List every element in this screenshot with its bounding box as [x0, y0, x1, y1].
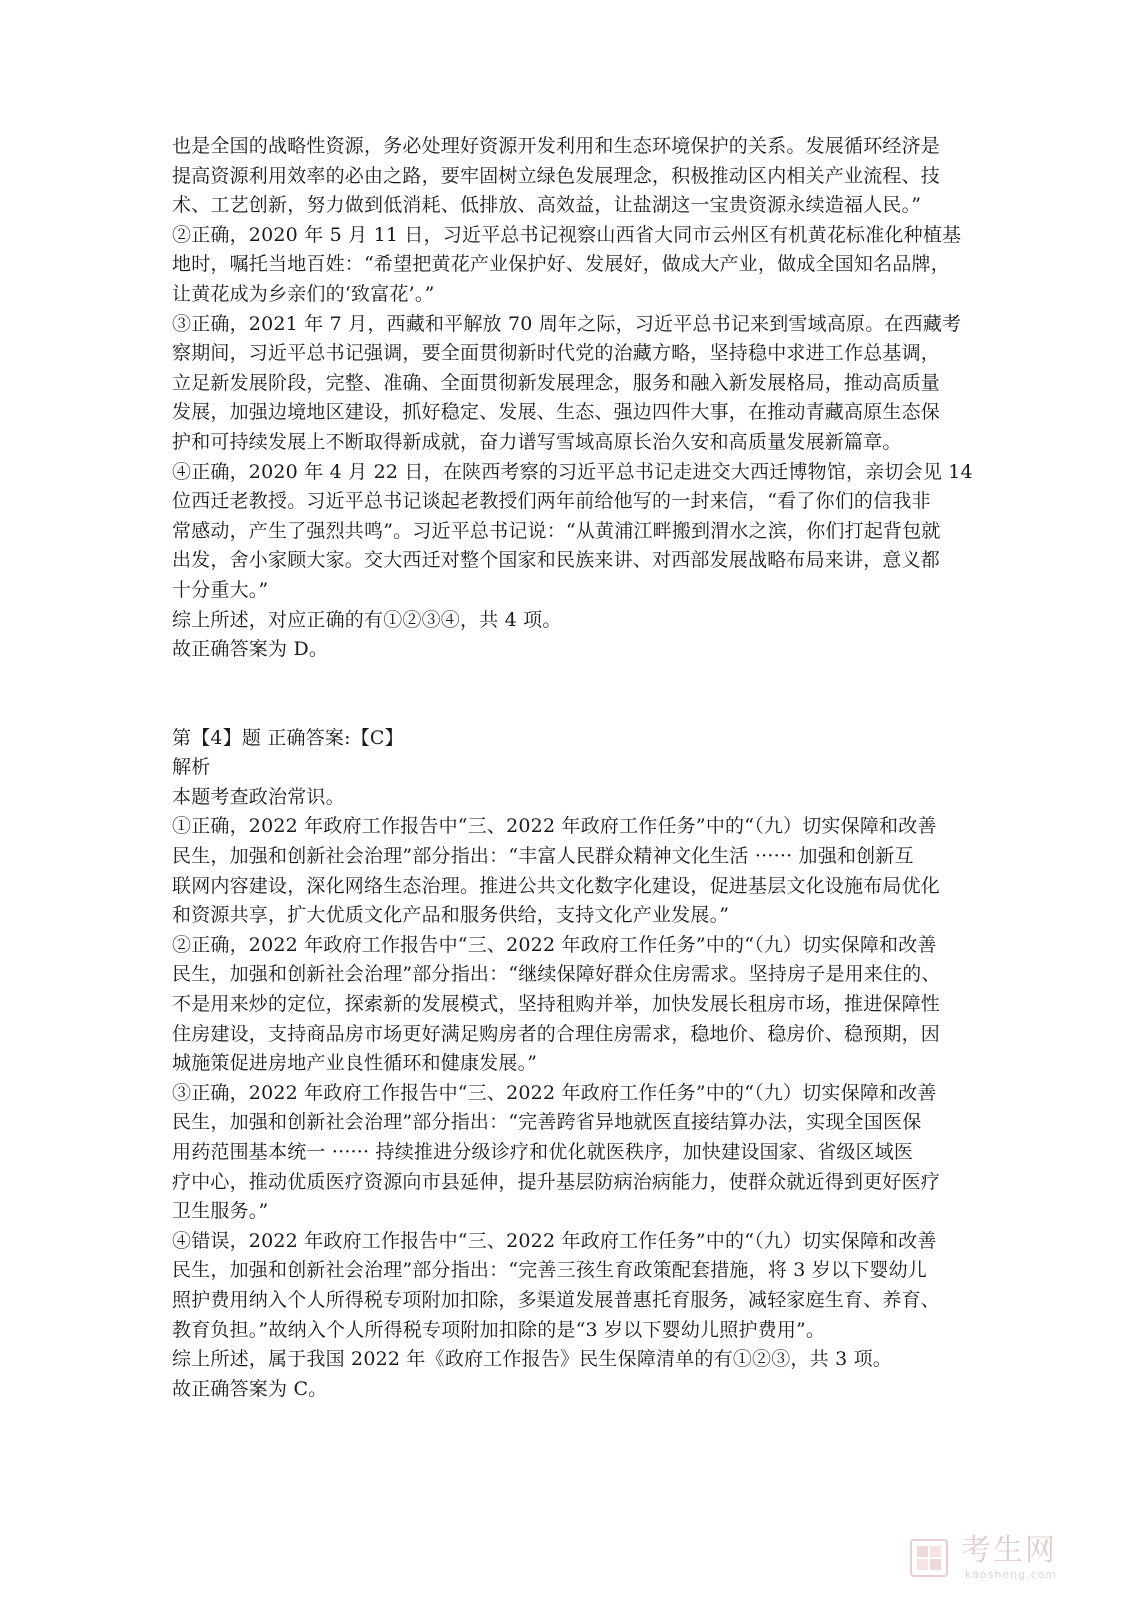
text-line: 用药范围基本统一 ······ 持续推进分级诊疗和优化就医秩序，加快建设国家、省级区域医	[172, 1141, 914, 1163]
text-line: 民生，加强和创新社会治理”部分指出：“丰富人民群众精神文化生活 ······ 加强和创新互	[172, 845, 914, 868]
text-line: 也是全国的战略性资源，务必处理好资源开发利用和生态环境保护的关系。发展循环经济是	[172, 135, 941, 157]
text-line: 护和可持续发展上不断取得新成就，奋力谱写雪域高原长治久安和高质量发展新篇章。	[172, 430, 902, 453]
text-line: 术、工艺创新，努力做到低消耗、低排放、高效益，让盐湖这一宝贵资源永续造福人民。”	[172, 194, 922, 217]
text-line: 联网内容建设，深化网络生态治理。推进公共文化数字化建设，促进基层文化设施布局优化	[172, 874, 941, 897]
text-line: 察期间，习近平总书记强调，要全面贯彻新时代党的治藏方略，坚持稳中求进工作总基调，	[172, 342, 941, 365]
summary-line: 综上所述，对应正确的有①②③④，共 4 项。	[172, 608, 562, 631]
question-heading: 第【4】题 正确答案:【C】	[172, 726, 404, 749]
text-line: 民生，加强和创新社会治理”部分指出：“完善三孩生育政策配套措施，将 3 岁以下婴幼儿	[172, 1259, 927, 1282]
text-line: 疗中心，推动优质医疗资源向市县延伸，提升基层防病治病能力，使群众就近得到更好医疗	[172, 1170, 941, 1193]
text-line: 位西迁老教授。习近平总书记谈起老教授们两年前给他写的一封来信，“看了你们的信我非	[172, 490, 931, 513]
text-line: 地时，嘱托当地百姓：“希望把黄花产业保护好、发展好，做成大产业，做成全国知名品牌，	[172, 253, 950, 276]
text-line: ④错误，2022 年政府工作报告中“三、2022 年政府工作任务”中的“（九）切实保障和改善	[172, 1229, 937, 1252]
text-line: 照护费用纳入个人所得税专项附加扣除，多渠道发展普惠托育服务，减轻家庭生育、养育、	[172, 1288, 941, 1311]
question-4-block	[172, 724, 972, 1405]
kaosheng-logo-icon	[909, 1538, 949, 1578]
text-line: 发展，加强边境地区建设，抓好稳定、发展、生态、强边四件大事，在推动青藏高原生态保	[172, 401, 941, 424]
continued-answer-block	[172, 132, 972, 665]
text-line: ①正确，2022 年政府工作报告中“三、2022 年政府工作任务”中的“（九）切实保障和改善	[172, 815, 937, 838]
text-line: 住房建设，支持商品房市场更好满足购房者的合理住房需求，稳地价、稳房价、稳预期，因	[172, 1022, 941, 1045]
text-line: ②正确，2022 年政府工作报告中“三、2022 年政府工作任务”中的“（九）切实保障和改善	[172, 933, 937, 956]
watermark-name: 考生网	[961, 1533, 1057, 1568]
text-line: 让黄花成为乡亲们的‘致富花’。”	[172, 282, 435, 305]
watermark-url: kaosheng.com	[965, 1568, 1058, 1581]
text-line: 不是用来炒的定位，探索新的发展模式，坚持租购并举，加快发展长租房市场，推进保障性	[172, 993, 941, 1016]
analysis-label: 解析	[172, 756, 211, 779]
text-line: 十分重大。”	[172, 578, 269, 601]
section-gap	[172, 665, 972, 724]
text-line: 城施策促进房地产业良性循环和健康发展。”	[172, 1052, 538, 1075]
summary-line: 综上所述，属于我国 2022 年《政府工作报告》民生保障清单的有①②③，共 3 项。	[172, 1348, 893, 1371]
text-line: 本题考查政治常识。	[172, 785, 345, 808]
answer-line: 故正确答案为 C。	[172, 1377, 328, 1400]
text-line: ④正确，2020 年 4 月 22 日，在陕西考察的习近平总书记走进交大西迁博物馆，亲切会见 14	[172, 460, 973, 483]
text-line: ③正确，2022 年政府工作报告中“三、2022 年政府工作任务”中的“（九）切实保障和改善	[172, 1081, 937, 1104]
text-line: 民生，加强和创新社会治理”部分指出：“完善跨省异地就医直接结算办法，实现全国医保	[172, 1111, 922, 1134]
text-line: 卫生服务。”	[172, 1200, 269, 1223]
watermark	[909, 1534, 1109, 1584]
text-line: 立足新发展阶段，完整、准确、全面贯彻新发展理念，服务和融入新发展格局，推动高质量	[172, 371, 941, 394]
text-line: 和资源共享，扩大优质文化产品和服务供给，支持文化产业发展。”	[172, 904, 730, 927]
text-line: 教育负担。”故纳入个人所得税专项附加扣除的是“3 岁以下婴幼儿照护费用”。	[172, 1318, 826, 1341]
text-line: 提高资源利用效率的必由之路，要牢固树立绿色发展理念，积极推动区内相关产业流程、技	[172, 164, 941, 187]
text-line: 民生，加强和创新社会治理”部分指出：“继续保障好群众住房需求。坚持房子是用来住的、	[172, 963, 941, 986]
text-line: 出发，舍小家顾大家。交大西迁对整个国家和民族来讲、对西部发展战略布局来讲，意义都	[172, 549, 941, 572]
text-line: ③正确，2021 年 7 月，西藏和平解放 70 周年之际，习近平总书记来到雪域高原。在西藏考	[172, 312, 962, 335]
text-line: 常感动，产生了强烈共鸣”。习近平总书记说：“从黄浦江畔搬到渭水之滨，你们打起背包就	[172, 519, 941, 542]
text-line: ②正确，2020 年 5 月 11 日，习近平总书记视察山西省大同市云州区有机黄花标准化种植基	[172, 223, 962, 246]
answer-line: 故正确答案为 D。	[172, 638, 329, 661]
document-page	[172, 132, 972, 1404]
